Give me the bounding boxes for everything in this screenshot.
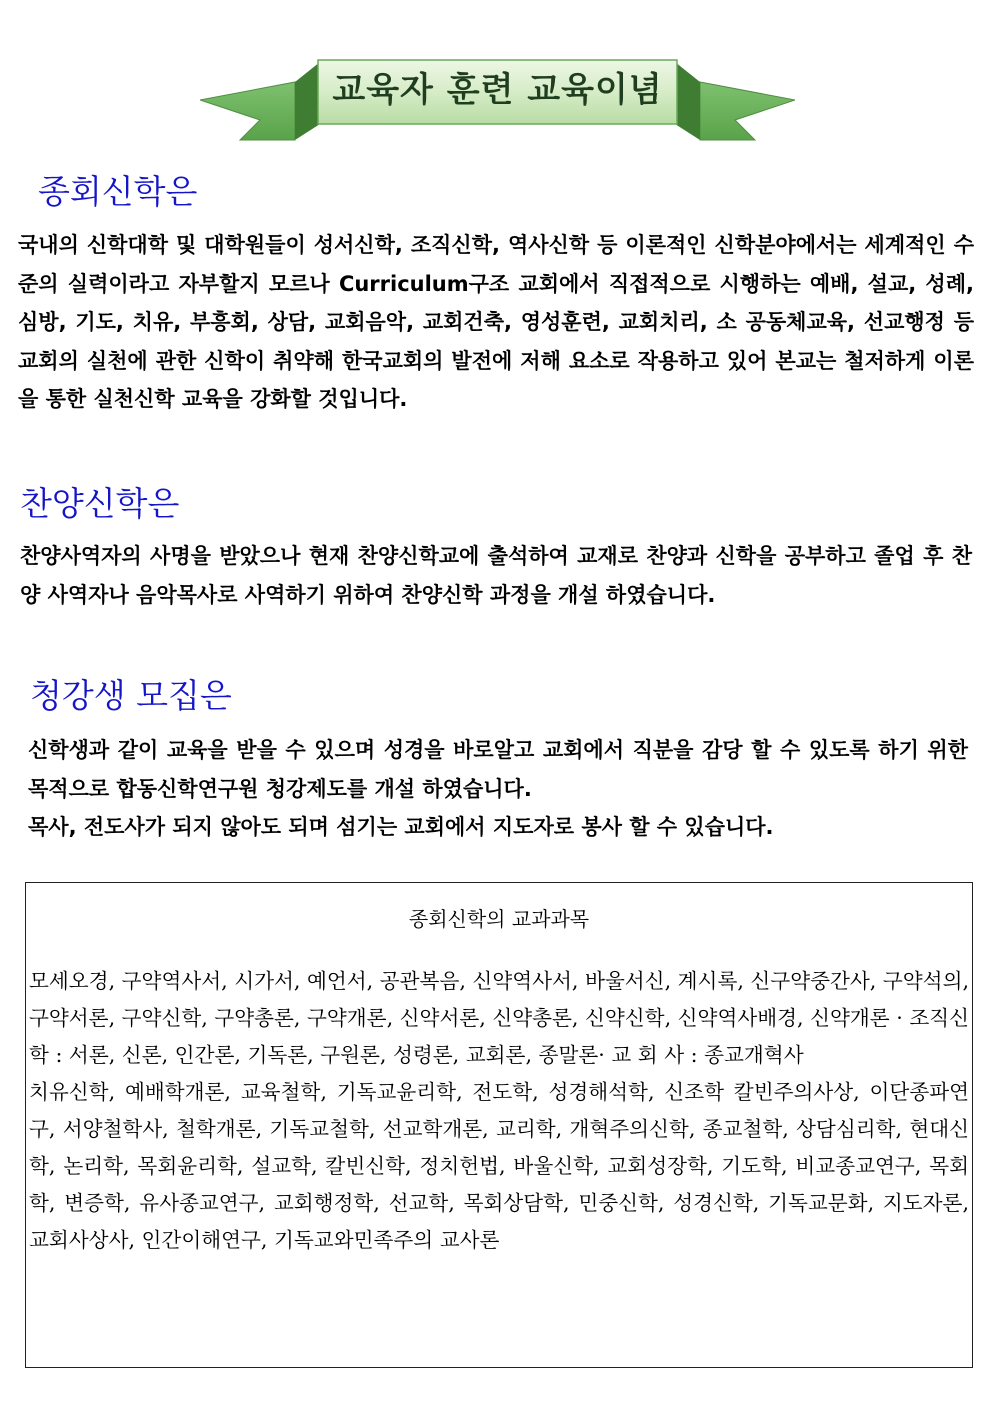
section-body-cheonggang: 신학생과 같이 교육을 받을 수 있으며 성경을 바로알고 교회에서 직분을 감당 할 수 있도록 하기 위한 목적으로 합동신학연구원 청강제도를 개설 하였습니다. (28, 738, 968, 801)
section-body-jonghoe: 국내의 신학대학 및 대학원들이 성서신학, 조직신학, 역사신학 등 이론적인 신학분야에서는 세계적인 수준의 실력이라고 자부할지 모르나 Curriculum구조 교회에서 직접적으로 시행하는 예배, 설교, 성례, 심방, 기도, 치유, 부흥회, 상담, 교회음악, 교회건축, 영성훈련, 교회치리, 소 공동체교육, 선교행정 등 교회의 실천에 관한 신학이 취약해 한국교회의 발전에 저해 요소로 작용하고 있어 본교는 철저하게 이론을 통한 실천신학 교육을 강화할 것입니다. (18, 233, 974, 411)
section-body-cheonggang-note: 목사, 전도사가 되지 않아도 되며 섬기는 교회에서 지도자로 봉사 할 수 있습니다. (28, 815, 774, 839)
section-heading-cheonggang: 청강생 모집은 (30, 676, 232, 715)
section-heading-jonghoe: 종회신학은 (38, 172, 198, 211)
curriculum-text-2: 치유신학, 예배학개론, 교육철학, 기독교윤리학, 전도학, 성경해석학, 신조학 칼빈주의사상, 이단종파연구, 서양철학사, 철학개론, 기독교철학, 선교학개론, 교리학, 개혁주의신학, 종교철학, 상담심리학, 현대신학, 논리학, 목회윤리학, 설교학, 칼빈신학, 정치헌법, 바울신학, 교회성장학, 기도학, 비교종교연구, 목회학, 변증학, 유사종교연구, 교회행정학, 선교학, 목회상담학, 민중신학, 성경신학, 기독교문화, 지도자론, 교회사상사, 인간이해연구, 기독교와민족주의 교사론 (29, 1080, 969, 1252)
curriculum-text: 모세오경, 구약역사서, 시가서, 예언서, 공관복음, 신약역사서, 바울서신, 계시록, 신구약중간사, 구약석의, 구약서론, 구약신학, 구약총론, 구약개론, 신약서론, 신약총론, 신약신학, 신약역사배경, 신약개론 · 조직신학 : 서론, 신론, 인간론, 기독론, 구원론, 성령론, 교회론, 종말론· 교 회 사 : 종교개혁사 (29, 969, 970, 1067)
curriculum-title: 종회신학의 교과과목 (408, 907, 590, 931)
banner-title: 교육자 훈련 교육이념 (332, 70, 663, 110)
curriculum-box (25, 882, 973, 1368)
curriculum-list (29, 963, 969, 1259)
section-heading-chanyang: 찬양신학은 (20, 484, 180, 523)
title-banner (200, 42, 795, 152)
section-body-chanyang: 찬양사역자의 사명을 받았으나 현재 찬양신학교에 출석하여 교재로 찬양과 신학을 공부하고 졸업 후 찬양 사역자나 음악목사로 사역하기 위하여 찬양신학 과정을 개설 하였습니다. (20, 544, 972, 607)
